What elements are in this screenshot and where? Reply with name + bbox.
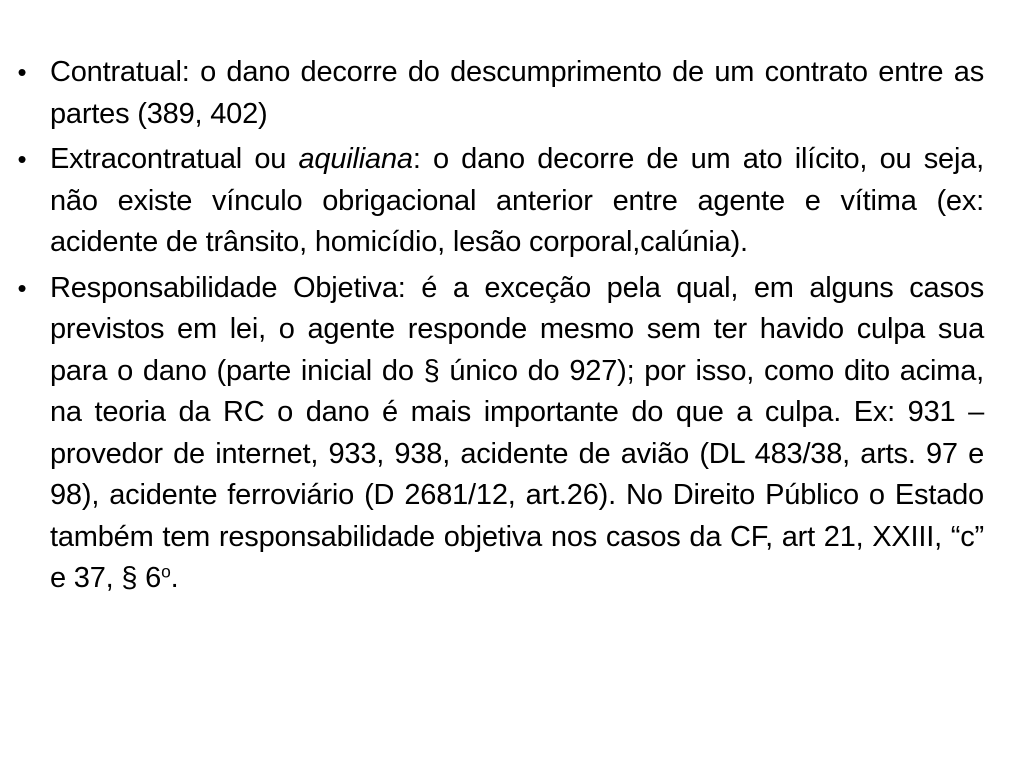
bullet-item-responsabilidade-objetiva xyxy=(10,268,984,600)
bullet-text: Contratual: o dano decorre do descumprimento de um contrato entre as partes (389, 402) xyxy=(50,56,984,130)
ordinal-superscript: o xyxy=(161,561,171,582)
bullet-text-lead: Extracontratual ou xyxy=(50,143,299,175)
bullet-mark: • xyxy=(17,144,27,174)
bullet-item-extracontratual xyxy=(10,139,984,264)
bullet-list xyxy=(10,52,984,604)
bullet-mark: • xyxy=(17,272,27,303)
bullet-text: Responsabilidade Objetiva: é a exceção pela qual, em alguns casos previstos em lei, o agente responde mesmo sem ter havido culpa sua para o dano (parte inicial do § único do 927); por isso, como dito acima, na teoria da RC o dano é mais importante do que a culpa. Ex: 931 – provedor de internet, 933, 938, acidente de avião (DL 483/38, arts. 97 e 98), acidente ferroviário (D 2681/12, art.26). No Direito Público o Estado também tem responsabilidade objetiva nos casos da CF, art 21, XXIII, “c” e 37, § 6 xyxy=(50,271,984,594)
bullet-mark: • xyxy=(17,57,27,87)
bullet-text-tail: . xyxy=(170,562,179,594)
bullet-text-rest: : o dano decorre de um ato ilícito, ou seja, não existe vínculo obrigacional anterior entre agente e vítima (ex: acidente de trânsito, homicídio, lesão corporal,calúnia). xyxy=(50,143,984,258)
bullet-item-contratual xyxy=(10,52,984,135)
italic-term: aquiliana xyxy=(298,143,413,175)
